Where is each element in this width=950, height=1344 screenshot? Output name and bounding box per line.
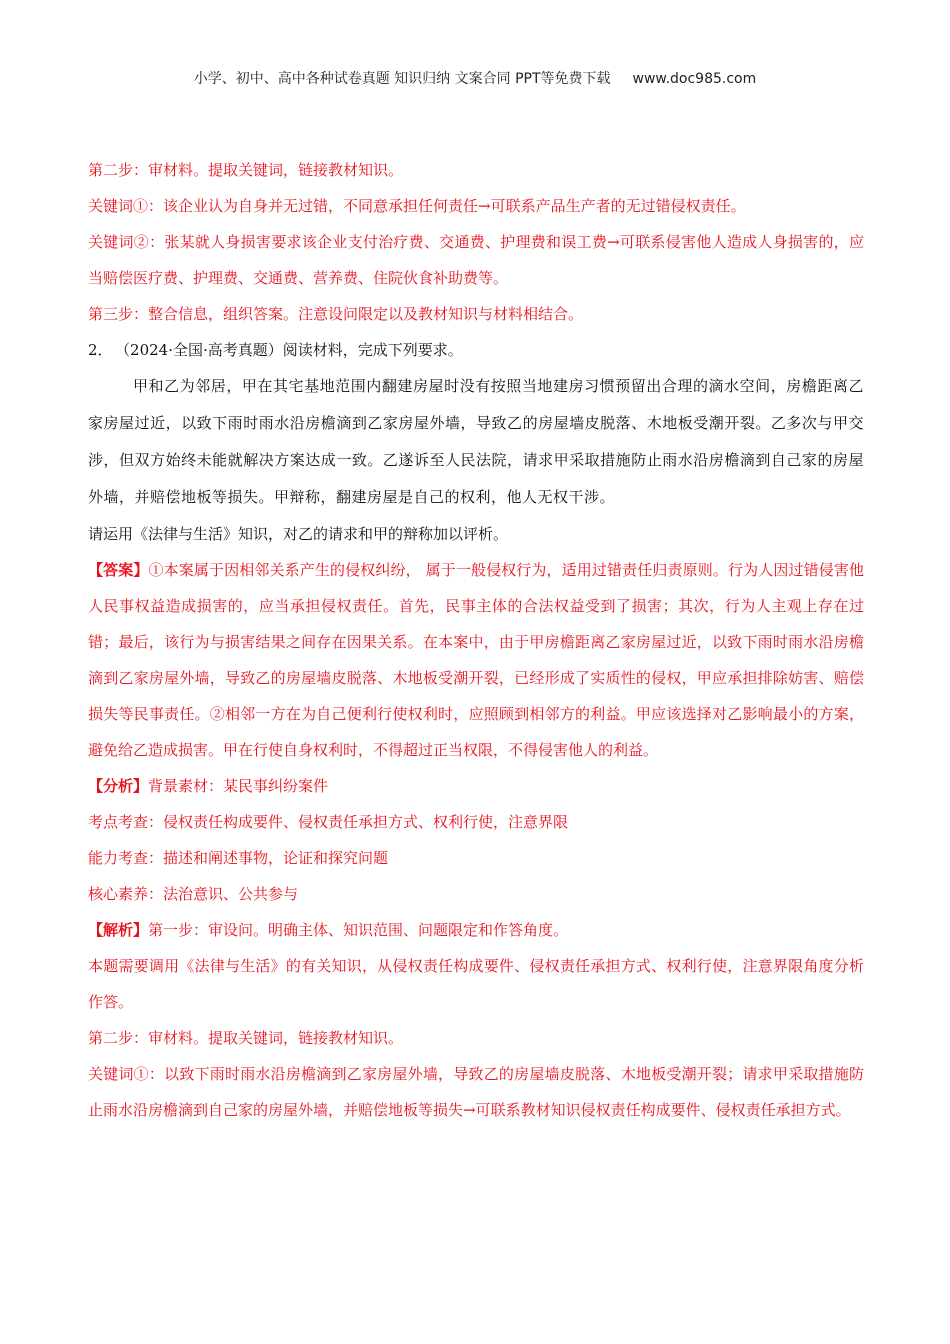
analysis-background: 背景素材：某民事纠纷案件: [148, 777, 329, 795]
explanation-step2: 第二步：审材料。提取关键词，链接教材知识。: [88, 1029, 404, 1047]
analysis-suyang: 核心素养：法治意识、公共参与: [88, 885, 299, 903]
page-header: [0, 68, 950, 88]
question-2-heading: [88, 332, 864, 368]
analysis-heading: [88, 768, 864, 804]
question-material: 甲和乙为邻居，甲在其宅基地范围内翻建房屋时没有按照当地建房习惯预留出合理的滴水空间，房檐距离乙家房屋过近，以致下雨时雨水沿房檐滴到乙家房屋外墙，导致乙的房屋墙皮脱落、木地板受潮开裂。乙多次与甲交涉，但双方始终未能就解决方案达成一致。乙遂诉至人民法院，请求甲采取措施防止雨水沿房檐滴到自己家的房屋外墙，并赔偿地板等损失。甲辩称，翻建房屋是自己的权利，他人无权干涉。: [88, 377, 864, 506]
document-body: [88, 152, 864, 1128]
explanation-keyword-1: 关键词①：以致下雨时雨水沿房檐滴到乙家房屋外墙，导致乙的房屋墙皮脱落、木地板受潮开裂；请求甲采取措施防止雨水沿房檐滴到自己家的房屋外墙，并赔偿地板等损失→可联系教材知识侵权责任构成要件、侵权责任承担方式。: [88, 1065, 864, 1119]
header-url[interactable]: www.doc985.com: [632, 71, 757, 87]
explanation-step1: 第一步：审设问。明确主体、知识范围、问题限定和作答角度。: [148, 921, 569, 939]
question-requirement: 请运用《法律与生活》知识，对乙的请求和甲的辩称加以评析。: [88, 525, 509, 543]
answer-label: 【答案】: [88, 561, 149, 579]
explanation-step1-detail: 本题需要调用《法律与生活》的有关知识，从侵权责任构成要件、侵权责任承担方式、权利行使，注意界限角度分析作答。: [88, 957, 864, 1011]
explanation-heading: [88, 912, 864, 948]
question-source: （2024·全国·高考真题）阅读材料，完成下列要求。: [122, 341, 463, 359]
section1-step2: 第二步：审材料。提取关键词，链接教材知识。: [88, 161, 404, 179]
analysis-label: 【分析】: [88, 777, 149, 795]
answer-text: ①本案属于因相邻关系产生的侵权纠纷， 属于一般侵权行为，适用过错责任归责原则。行为人因过错侵害他人民事权益造成损害的，应当承担侵权责任。首先，民事主体的合法权益受到了损害；其次，行为人主观上存在过错；最后，该行为与损害结果之间存在因果关系。在本案中，由于甲房檐距离乙家房屋过近，以致下雨时雨水沿房檐滴到乙家房屋外墙，导致乙的房屋墙皮脱落、木地板受潮开裂，已经形成了实质性的侵权，甲应承担排除妨害、赔偿损失等民事责任。②相邻一方在为自己便利行使权利时，应照顾到相邻方的利益。甲应该选择对乙影响最小的方案，避免给乙造成损害。甲在行使自身权利时，不得超过正当权限，不得侵害他人的利益。: [88, 561, 864, 759]
explanation-label: 【解析】: [88, 921, 149, 939]
analysis-kaodian: 考点考查：侵权责任构成要件、侵权责任承担方式、权利行使，注意界限: [88, 813, 569, 831]
section1-keyword-1: 关键词①：该企业认为自身并无过错，不同意承担任何责任→可联系产品生产者的无过错侵权责任。: [88, 197, 746, 215]
header-text: 小学、初中、高中各种试卷真题 知识归纳 文案合同 PPT等免费下载: [193, 71, 611, 87]
section1-keyword-2: 关键词②：张某就人身损害要求该企业支付治疗费、交通费、护理费和误工费→可联系侵害他人造成人身损害的，应当赔偿医疗费、护理费、交通费、营养费、住院伙食补助费等。: [88, 233, 864, 287]
question-number: 2．: [88, 341, 113, 359]
answer-block: [88, 552, 864, 768]
analysis-nengli: 能力考查：描述和阐述事物，论证和探究问题: [88, 849, 389, 867]
section1-step3: 第三步：整合信息，组织答案。注意设问限定以及教材知识与材料相结合。: [88, 305, 584, 323]
